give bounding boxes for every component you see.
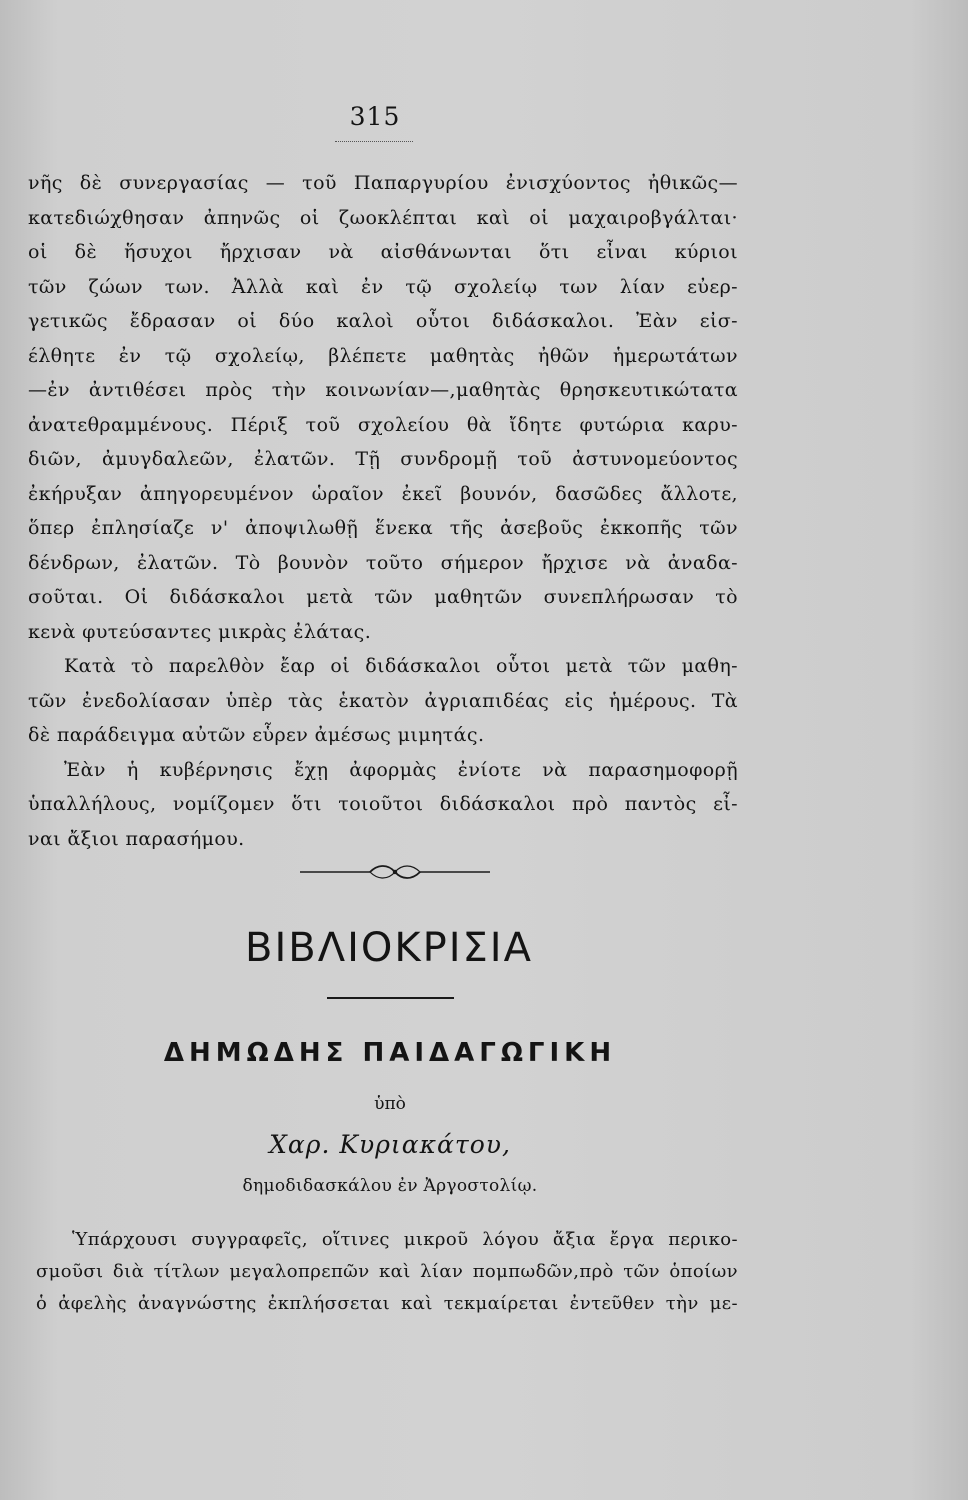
text-line: —ἐν ἀντιθέσει πρὸς τὴν κοινωνίαν—,μαθητὰς θρησκευτικώτατα [28,379,738,401]
text-line: κατεδιώχθησαν ἀπηνῶς οἱ ζωοκλέπται καὶ οἱ μαχαιροβγάλται· [28,206,738,229]
section-divider-ornament [298,860,492,884]
text-line: ὁ ἀφελὴς ἀναγνώστης ἐκπλήσσεται καὶ τεκμαίρεται ἐντεῦθεν τὴν με- [36,1293,738,1314]
section-rule [327,997,454,999]
text-line: Κατὰ τὸ παρελθὸν ἔαρ οἱ διδάσκαλοι οὗτοι μετὰ τῶν μαθη- [64,655,738,677]
page-number: 315 [349,102,401,131]
text-line: ἐκήρυξαν ἀπηγορευμένον ὡραῖον ἐκεῖ βουνόν, δασῶδες ἄλλοτε, [28,482,738,505]
author-role: δημοδιδασκάλου ἐν Ἀργοστολίῳ. [242,1176,538,1196]
text-line: κενὰ φυτεύσαντες μικρὰς ἐλάτας. [28,620,372,643]
text-line: ναι ἄξιοι παρασήμου. [28,827,245,850]
page-number-rule [335,141,413,142]
text-line: γετικῶς ἔδρασαν οἱ δύο καλοὶ οὗτοι διδάσκαλοι. Ἐὰν εἰσ- [28,310,738,332]
text-line: ἀνατεθραμμένους. Πέριξ τοῦ σχολείου θὰ ἴδητε φυτώρια καρυ- [28,413,738,436]
text-line: νῆς δὲ συνεργασίας — τοῦ Παπαργυρίου ἐνισχύοντος ἠθικῶς— [28,172,738,194]
author-name: Χαρ. Κυριακάτου, [269,1130,511,1159]
by-line: ὑπὸ [374,1094,406,1114]
text-line: τῶν ζώων των. Ἀλλὰ καὶ ἐν τῷ σχολείῳ των λίαν εὐερ- [28,275,738,298]
text-line: οἱ δὲ ἥσυχοι ἤρχισαν νὰ αἰσθάνωνται ὅτι εἶναι κύριοι [28,241,738,263]
text-line: διῶν, ἀμυγδαλεῶν, ἐλατῶν. Τῇ συνδρομῇ τοῦ ἀστυνομεύοντος [28,448,738,470]
text-line: Ὑπάρχουσι συγγραφεῖς, οἵτινες μικροῦ λόγου ἄξια ἔργα περικο- [72,1229,738,1250]
section-title: ΒΙΒΛΙΟΚΡΙΣΙΑ [245,925,533,971]
book-title: ΔΗΜΩΔΗΣ ΠΑΙΔΑΓΩΓΙΚΗ [163,1038,617,1068]
text-line: δὲ παράδειγμα αὐτῶν εὗρεν ἀμέσως μιμητάς. [28,724,485,746]
text-line: τῶν ἐνεδολίασαν ὑπὲρ τὰς ἑκατὸν ἀγριαπιδέας εἰς ἡμέρους. Τὰ [28,689,738,712]
text-line: δένδρων, ἐλατῶν. Τὸ βουνὸν τοῦτο σήμερον ἤρχισε νὰ ἀναδα- [28,551,738,574]
text-line: έλθητε ἐν τῷ σχολείῳ, βλέπετε μαθητὰς ἠθῶν ἡμερωτάτων [28,344,738,367]
text-line: σοῦται. Οἱ διδάσκαλοι μετὰ τῶν μαθητῶν συνεπλήρωσαν τὸ [28,586,738,608]
text-line: Ἐὰν ἡ κυβέρνησις ἔχῃ ἀφορμὰς ἐνίοτε νὰ παρασημοφορῇ [64,758,738,781]
text-line: σμοῦσι διὰ τίτλων μεγαλοπρεπῶν καὶ λίαν πομπωδῶν,πρὸ τῶν ὁποίων [36,1261,738,1282]
body-text [28,166,738,856]
text-line: ὅπερ ἐπλησίαζε ν' ἀποψιλωθῇ ἕνεκα τῆς ἀσεβοῦς ἐκκοπῆς τῶν [28,517,738,539]
review-text [36,1224,738,1320]
text-line: ὑπαλλήλους, νομίζομεν ὅτι τοιοῦτοι διδάσκαλοι πρὸ παντὸς εἶ- [28,793,738,815]
